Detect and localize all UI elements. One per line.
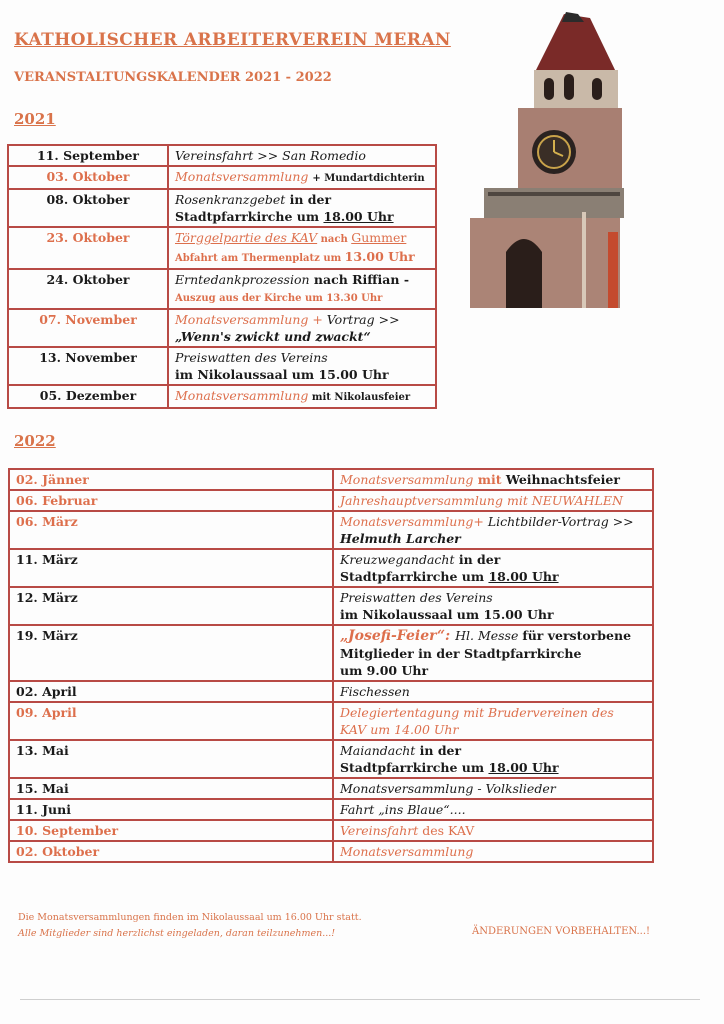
table-row bbox=[9, 799, 653, 820]
event-text: Monatsversammlung - Volkslieder bbox=[333, 778, 653, 799]
event-text: des KAV bbox=[418, 823, 475, 838]
event-date: 10. September bbox=[9, 820, 333, 841]
table-row bbox=[9, 681, 653, 702]
table-row bbox=[9, 841, 653, 862]
event-text: Helmuth Larcher bbox=[340, 531, 461, 546]
year-heading-2022: 2022 bbox=[14, 432, 56, 450]
event-time: 18.00 Uhr bbox=[488, 569, 559, 584]
event-date: 08. Oktober bbox=[8, 189, 168, 227]
event-date: 13. November bbox=[8, 347, 168, 385]
event-text: Abfahrt am Thermenplatz um bbox=[175, 253, 345, 264]
table-row bbox=[8, 227, 436, 269]
bottom-divider bbox=[20, 999, 700, 1000]
event-date: 06. Februar bbox=[9, 490, 333, 511]
event-text: Lichtbilder-Vortrag >> bbox=[487, 514, 634, 529]
event-text: Gummer bbox=[351, 230, 407, 245]
event-text: im Nikolaussaal um 15.00 Uhr bbox=[340, 607, 554, 622]
event-time: 18.00 Uhr bbox=[323, 209, 394, 224]
event-text: Monatsversammlung bbox=[175, 169, 309, 184]
event-text: „Josefi-Feier“: bbox=[340, 628, 456, 644]
event-text: in der bbox=[454, 552, 501, 567]
table-row bbox=[8, 166, 436, 189]
footer-invitation: Alle Mitglieder sind herzlichst eingeladen, daran teilzunehmen...! bbox=[18, 928, 336, 939]
table-row bbox=[8, 347, 436, 385]
table-row bbox=[9, 511, 653, 549]
church-tower-image bbox=[466, 12, 626, 308]
event-text: Preiswatten des Vereins bbox=[175, 350, 328, 365]
event-text: Monatsversammlung + bbox=[175, 312, 327, 327]
event-date: 15. Mai bbox=[9, 778, 333, 799]
event-date: 23. Oktober bbox=[8, 227, 168, 269]
event-text: in der bbox=[415, 743, 462, 758]
event-note: + Mundartdichterin bbox=[312, 173, 425, 184]
event-text: Maiandacht bbox=[340, 743, 416, 758]
event-text: Weihnachtsfeier bbox=[505, 472, 620, 487]
page-title: KATHOLISCHER ARBEITERVEREIN MERAN bbox=[14, 30, 451, 50]
table-row bbox=[9, 625, 653, 681]
event-date: 02. Jänner bbox=[9, 469, 333, 490]
event-text: nach bbox=[317, 234, 352, 245]
table-row bbox=[8, 269, 436, 309]
event-text: Vereinsfahrt >> San Romedio bbox=[168, 145, 436, 166]
event-text: KAV um 14.00 Uhr bbox=[340, 722, 459, 737]
event-text: Delegiertentagung mit Brudervereinen des bbox=[340, 705, 614, 720]
event-text: Fischessen bbox=[333, 681, 653, 702]
event-text: mit bbox=[473, 472, 506, 487]
event-date: 11. Juni bbox=[9, 799, 333, 820]
event-text: Stadtpfarrkirche um bbox=[175, 209, 324, 224]
event-date: 02. Oktober bbox=[9, 841, 333, 862]
event-text: Vortrag >> bbox=[326, 312, 400, 327]
event-date: 13. Mai bbox=[9, 740, 333, 778]
table-row bbox=[8, 189, 436, 227]
event-text: in der bbox=[285, 192, 332, 207]
event-note: mit Nikolausfeier bbox=[308, 392, 411, 403]
event-text: Kreuzwegandacht bbox=[340, 552, 455, 567]
event-date: 12. März bbox=[9, 587, 333, 625]
year-heading-2021: 2021 bbox=[14, 110, 56, 128]
event-text: Monatsversammlung bbox=[175, 388, 309, 403]
event-text: Monatsversammlung bbox=[333, 841, 653, 862]
event-date: 24. Oktober bbox=[8, 269, 168, 309]
event-date: 11. März bbox=[9, 549, 333, 587]
event-text: im Nikolaussaal um 15.00 Uhr bbox=[175, 367, 389, 382]
table-row bbox=[8, 385, 436, 408]
event-time: 18.00 Uhr bbox=[488, 760, 559, 775]
event-text: Jahreshauptversammlung mit NEUWAHLEN bbox=[333, 490, 653, 511]
table-row bbox=[9, 490, 653, 511]
table-row bbox=[9, 587, 653, 625]
event-date: 02. April bbox=[9, 681, 333, 702]
event-text: Monatsversammlung bbox=[340, 472, 474, 487]
event-time: 13.00 Uhr bbox=[344, 249, 415, 264]
event-text: Erntedankprozession bbox=[175, 272, 310, 287]
event-text: für verstorbene bbox=[522, 628, 632, 643]
table-row bbox=[9, 549, 653, 587]
table-row bbox=[9, 778, 653, 799]
event-text: Hl. Messe bbox=[455, 628, 523, 643]
footer-disclaimer: ÄNDERUNGEN VORBEHALTEN...! bbox=[472, 926, 651, 937]
event-text: Preiswatten des Vereins bbox=[340, 590, 493, 605]
event-date: 07. November bbox=[8, 309, 168, 347]
page-subtitle: VERANSTALTUNGSKALENDER 2021 - 2022 bbox=[14, 70, 332, 85]
event-text: Mitglieder in der Stadtpfarrkirche bbox=[340, 646, 582, 661]
event-text: Rosenkranzgebet bbox=[175, 192, 286, 207]
event-date: 19. März bbox=[9, 625, 333, 681]
event-date: 06. März bbox=[9, 511, 333, 549]
event-time: um 9.00 Uhr bbox=[340, 663, 429, 678]
table-row bbox=[9, 740, 653, 778]
events-table-2021 bbox=[7, 144, 437, 409]
table-row bbox=[8, 309, 436, 347]
table-row bbox=[8, 145, 436, 166]
event-date: 03. Oktober bbox=[8, 166, 168, 189]
footer-note: Die Monatsversammlungen finden im Nikolaussaal um 16.00 Uhr statt. bbox=[18, 912, 362, 923]
table-row bbox=[9, 820, 653, 841]
table-row bbox=[9, 702, 653, 740]
event-date: 09. April bbox=[9, 702, 333, 740]
event-text: Törggelpartie des KAV bbox=[175, 230, 318, 245]
event-text: „Wenn's zwickt und zwackt“ bbox=[175, 329, 371, 344]
table-row bbox=[9, 469, 653, 490]
event-text: Monatsversammlung+ bbox=[340, 514, 488, 529]
event-text: Stadtpfarrkirche um bbox=[340, 760, 489, 775]
events-table-2022 bbox=[8, 468, 654, 863]
event-text: nach Riffian - bbox=[309, 272, 410, 287]
event-date: 11. September bbox=[8, 145, 168, 166]
event-date: 05. Dezember bbox=[8, 385, 168, 408]
event-text: Fahrt „ins Blaue“.... bbox=[333, 799, 653, 820]
event-text: Vereinsfahrt bbox=[340, 823, 419, 838]
event-text: Stadtpfarrkirche um bbox=[340, 569, 489, 584]
event-text: Auszug aus der Kirche um 13.30 Uhr bbox=[175, 293, 383, 304]
